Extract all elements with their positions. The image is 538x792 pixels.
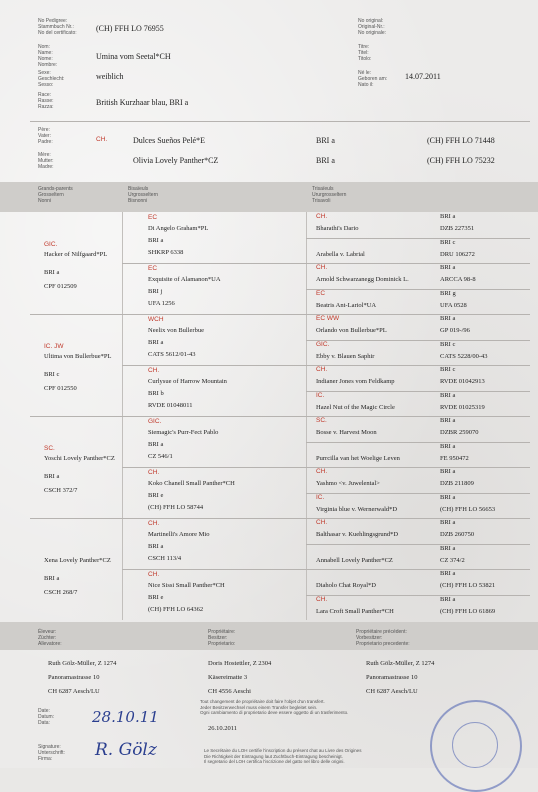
great-grandparent-reg: SHKRP 6338 xyxy=(148,249,184,256)
great-great-grandparent-name: Lara Croft Small Panther*CH xyxy=(316,607,394,615)
great-grandparent-name: Siemagic's Purr-Fect Pablo xyxy=(148,429,219,436)
prev-owner-street: Panoramastrasse 10 xyxy=(366,674,418,681)
transfer-note: Tout changement de propriétaire doit faire l'objet d'un transfert. Jeder Besitzerwechsel muss einem Transfer begleitet sein. Ogni cambiamento di proprietario deve essere oggetto di un trasferimento. xyxy=(200,699,349,715)
great-great-grandparent-name: Purrcilla van het Woelige Leven xyxy=(316,454,400,462)
great-great-grandparent-title: EC xyxy=(316,289,326,297)
date-label: Date: Datum: Data: xyxy=(38,708,55,726)
great-grandparent-name: Curlysue of Harrow Mountain xyxy=(148,378,227,385)
born-label: Né le: Geboren am: Nato il: xyxy=(358,70,388,88)
mother-color: BRI a xyxy=(316,156,335,165)
name-label: Nom: Name: Nome: Nombre: xyxy=(38,44,58,68)
great-great-grandparent-reg: FE 950472 xyxy=(440,454,469,462)
great-grandparent-color: BRI a xyxy=(148,237,164,244)
owner-label: Propriétaire: Besitzer: Proprietario: xyxy=(208,629,236,647)
breeder-label: Éleveur: Züchter: Allevatore: xyxy=(38,629,62,647)
row-divider xyxy=(122,569,530,570)
great-great-grandparent-title: CH. xyxy=(316,213,328,220)
great-great-grandparent-reg: UFA 0528 xyxy=(440,301,467,309)
great-grandparent-title: EC xyxy=(148,265,158,272)
great-grandparent-title: WCH xyxy=(148,316,164,323)
father-reg: (CH) FFH LO 71448 xyxy=(427,136,495,145)
great-great-grandparent-name: Hazel Nut of the Magic Circle xyxy=(316,403,395,411)
great-great-grandparent-reg: (CH) FFH LO 53821 xyxy=(440,582,496,589)
grandparent-reg: CPF 012509 xyxy=(44,283,77,290)
great-great-grandparent-color: BRI a xyxy=(440,570,456,577)
handwritten-date: 28.10.11 xyxy=(92,708,159,726)
breeder-city: CH 6287 Aesch/LU xyxy=(48,688,100,695)
grandparent-reg: CSCH 268/7 xyxy=(44,589,78,596)
row-divider xyxy=(306,238,530,239)
cat-sex: weiblich xyxy=(96,72,124,81)
great-great-grandparent-name: Indianer Jones vom Feldkamp xyxy=(316,378,395,385)
great-great-grandparent-title: CH. xyxy=(316,595,328,603)
pedigree-no: (CH) FFH LO 76955 xyxy=(96,24,164,33)
great-grandparent-reg: CSCH 113/4 xyxy=(148,555,182,562)
great-grandparent-title: CH. xyxy=(148,469,160,476)
pedigree-no-label: No Pedigree: Stammbuch Nr.: No del certificato: xyxy=(38,18,77,36)
great-great-grandparent-title: EC WW xyxy=(316,315,340,322)
great-great-grandparent-color: BRI a xyxy=(440,595,456,603)
row-divider xyxy=(306,442,530,443)
great-great-grandparent-title: IC. xyxy=(316,391,325,399)
great-great-grandparent-name: Bosse v. Harvest Moon xyxy=(316,429,377,436)
great-great-grandparent-reg: (CH) FFH LO 56653 xyxy=(440,505,496,513)
sex-label: Sexe: Geschlecht: Sesso: xyxy=(38,70,65,88)
great-grandparent-name: Di Angelo Graham*PL xyxy=(148,225,209,232)
great-great-grandparent-color: BRI a xyxy=(440,391,456,399)
great-great-grandparent-title: SC. xyxy=(316,417,327,424)
great-great-grandparent-reg: DRU 106272 xyxy=(440,250,475,258)
great-great-grandparent-name: Bharathi's Dario xyxy=(316,225,359,232)
great-great-grandparent-reg: ARCCA 98-8 xyxy=(440,276,476,283)
great-great-grandparent-color: BRI a xyxy=(440,468,456,475)
row-divider xyxy=(306,595,530,596)
row-divider xyxy=(306,391,530,392)
great-great-grandparent-name: Arabella v. Labrial xyxy=(316,250,365,258)
great-great-grandparent-color: BRI c xyxy=(440,340,456,348)
grandparent-color: BRI a xyxy=(44,575,60,582)
great-grandparent-name: Neelix von Bullerbue xyxy=(148,327,204,334)
great-great-grandparent-reg: (CH) FFH LO 61869 xyxy=(440,607,496,615)
great-great-grandparent-title: CH. xyxy=(316,468,328,475)
great-grandparent-reg: RVDE 01048011 xyxy=(148,402,193,409)
signature-label: Signature: Unterschrift: Firma: xyxy=(38,744,65,762)
great-grandparent-title: GIC. xyxy=(148,418,162,425)
owner-city: CH 4556 Aeschi xyxy=(208,688,251,695)
great-grandparent-reg: (CH) FFH LO 64362 xyxy=(148,606,204,613)
father-label: Père: Vater: Padre: xyxy=(38,127,53,145)
great-great-grandparent-color: BRI a xyxy=(440,213,456,220)
great-grandparent-reg: CZ 546/1 xyxy=(148,453,173,460)
cat-name: Umina vom Seetal*CH xyxy=(96,52,171,61)
great-grandparent-title: CH. xyxy=(148,571,160,578)
grandparent-name: Ultima von Bullerbue*PL xyxy=(44,353,112,360)
great-great-grandparent-color: BRI a xyxy=(440,315,456,322)
generation-header-band xyxy=(0,182,538,212)
great-great-grandparent-reg: DZB 227351 xyxy=(440,225,475,232)
great-grandparent-color: BRI a xyxy=(148,543,164,550)
great-grandparent-name: Exquisite of Alamanon*UA xyxy=(148,276,221,283)
grandparent-name: Hacker of Nilfgaard*PL xyxy=(44,251,108,258)
row-divider xyxy=(306,289,530,290)
great-great-grandparent-title: IC. xyxy=(316,493,325,501)
title-label: Titre: Titel: Titolo: xyxy=(358,44,372,62)
great-great-grandparent-name: Yashmo <v. Juwelental> xyxy=(316,480,380,487)
great-great-grandparent-title: CH. xyxy=(316,519,328,526)
grandparent-color: BRI a xyxy=(44,473,60,480)
great-grandparent-reg: UFA 1256 xyxy=(148,300,175,307)
great-great-grandparent-reg: DZB 211809 xyxy=(440,480,474,487)
transfer-date: 26.10.2011 xyxy=(208,725,238,732)
great-great-grandparent-reg: DZB 260750 xyxy=(440,531,475,538)
great-grandparent-color: BRI e xyxy=(148,492,164,499)
great-great-grandparent-name: Ebby v. Blauen Saphir xyxy=(316,352,375,360)
great-great-grandparent-reg: GP 019-/96 xyxy=(440,327,470,334)
great-grandparent-title: CH. xyxy=(148,520,160,527)
grandparent-title: SC. xyxy=(44,445,55,452)
great-great-grandparents-label: Trisaïeuls Ururgrosseltern Trisavoli xyxy=(312,186,347,204)
owner-name: Doris Hostettler, Z 2304 xyxy=(208,660,272,667)
grandparent-color: BRI c xyxy=(44,371,60,378)
great-grandparents-label: Bisaïeuls Urgrosseltern Bisnonni xyxy=(128,186,159,204)
great-great-grandparent-reg: CATS 5228/00-43 xyxy=(440,352,488,360)
great-great-grandparent-name: Arnold Schwarzanegg Dominick L. xyxy=(316,276,409,283)
great-great-grandparent-name: Beatris Ant-Lariol*UA xyxy=(316,301,377,309)
grandparents-label: Grands-parents Grosseltern Nonni xyxy=(38,186,73,204)
grandparent-title: IC. JW xyxy=(44,343,64,350)
great-great-grandparent-title: CH. xyxy=(316,366,328,373)
grandparent-reg: CPF 012550 xyxy=(44,385,77,392)
signature: R. Gölz xyxy=(95,740,157,760)
federation-stamp xyxy=(430,700,522,792)
great-great-grandparent-color: BRI a xyxy=(440,417,456,424)
mother-name: Olivia Lovely Panther*CZ xyxy=(133,156,219,165)
lo-certification-note: Le Secrétaire du LOH certifie l'inscription du présent chat au Livre des Origines Die Richtigkeit der Eintragung laut Zuchtbuch-Eintragung bescheinigt. Il segretario del LOH certifica l'iscrizione del gatto nel libro delle origini. xyxy=(204,748,362,764)
grandparent-reg: CSCH 372/7 xyxy=(44,487,78,494)
owner-street: Käsereimatte 3 xyxy=(208,674,248,681)
great-great-grandparent-color: BRI g xyxy=(440,289,456,297)
mother-label: Mère: Mutter: Madre: xyxy=(38,152,54,170)
grandparent-color: BRI a xyxy=(44,269,60,276)
great-grandparent-name: Nice Sissi Small Panther*CH xyxy=(148,582,225,589)
original-no-label: No original: Original-Nr.: No originale: xyxy=(358,18,387,36)
breeder-name: Ruth Gölz-Müller, Z 1274 xyxy=(48,660,117,667)
great-great-grandparent-color: BRI a xyxy=(440,544,456,552)
row-divider xyxy=(306,340,530,341)
breed-label: Race: Rasse: Razza: xyxy=(38,92,54,110)
previous-owner-label: Propriétaire précédent: Vorbesitzer: Proprietario precedente: xyxy=(356,629,410,647)
great-great-grandparent-reg: DZBR 259070 xyxy=(440,429,479,436)
father-color: BRI a xyxy=(316,136,335,145)
father-name: Dulces Sueños Pelé*E xyxy=(133,136,205,145)
grandparent-name: Xena Lovely Panther*CZ xyxy=(44,557,111,564)
great-great-grandparent-name: Balthasar v. Kuehlingsgrund*D xyxy=(316,531,399,538)
great-great-grandparent-color: BRI a xyxy=(440,442,456,450)
great-grandparent-color: BRI a xyxy=(148,441,164,448)
great-grandparent-reg: CATS 5612/01-43 xyxy=(148,351,196,358)
great-great-grandparent-color: BRI a xyxy=(440,493,456,501)
great-grandparent-title: EC xyxy=(148,214,158,221)
great-great-grandparent-name: Diaholo Chat Royal*D xyxy=(316,582,376,589)
father-title: CH. xyxy=(96,136,108,143)
grandparent-name: Yoschi Lovely Panther*CZ xyxy=(44,455,115,462)
born-date: 14.07.2011 xyxy=(405,72,441,81)
great-great-grandparent-title: GIC. xyxy=(316,340,330,348)
cat-breed: British Kurzhaar blau, BRI a xyxy=(96,98,189,107)
great-great-grandparent-name: Orlando von Bullerbue*PL xyxy=(316,327,387,334)
row-divider xyxy=(306,544,530,545)
great-grandparent-color: BRI e xyxy=(148,594,164,601)
great-grandparent-title: CH. xyxy=(148,367,160,374)
great-great-grandparent-title: CH. xyxy=(316,264,328,271)
great-grandparent-name: Martinelli's Amore Mio xyxy=(148,531,210,538)
great-great-grandparent-reg: RVDE 01042913 xyxy=(440,378,485,385)
divider xyxy=(30,121,530,122)
ownership-header-band xyxy=(0,622,538,650)
great-great-grandparent-color: BRI a xyxy=(440,264,456,271)
great-great-grandparent-name: Annabell Lovely Panther*CZ xyxy=(316,556,393,564)
great-grandparent-color: BRI b xyxy=(148,390,164,397)
great-great-grandparent-name: Virginia blue v. Wernerwald*D xyxy=(316,505,398,513)
great-great-grandparent-reg: CZ 374/2 xyxy=(440,556,465,564)
great-great-grandparent-color: BRI a xyxy=(440,519,456,526)
great-great-grandparent-color: BRI c xyxy=(440,366,456,373)
great-great-grandparent-color: BRI c xyxy=(440,238,456,246)
great-grandparent-name: Koko Chanell Small Panther*CH xyxy=(148,480,235,487)
great-grandparent-color: BRI j xyxy=(148,288,163,295)
row-divider xyxy=(306,493,530,494)
prev-owner-city: CH 6287 Aesch/LU xyxy=(366,688,418,695)
great-grandparent-color: BRI a xyxy=(148,339,164,346)
grandparent-title: GIC. xyxy=(44,241,58,248)
great-great-grandparent-reg: RVDE 01025319 xyxy=(440,403,485,411)
breeder-street: Panoramastrasse 10 xyxy=(48,674,100,681)
prev-owner-name: Ruth Gölz-Müller, Z 1274 xyxy=(366,660,435,667)
mother-reg: (CH) FFH LO 75232 xyxy=(427,156,495,165)
great-grandparent-reg: (CH) FFH LO 58744 xyxy=(148,504,204,511)
